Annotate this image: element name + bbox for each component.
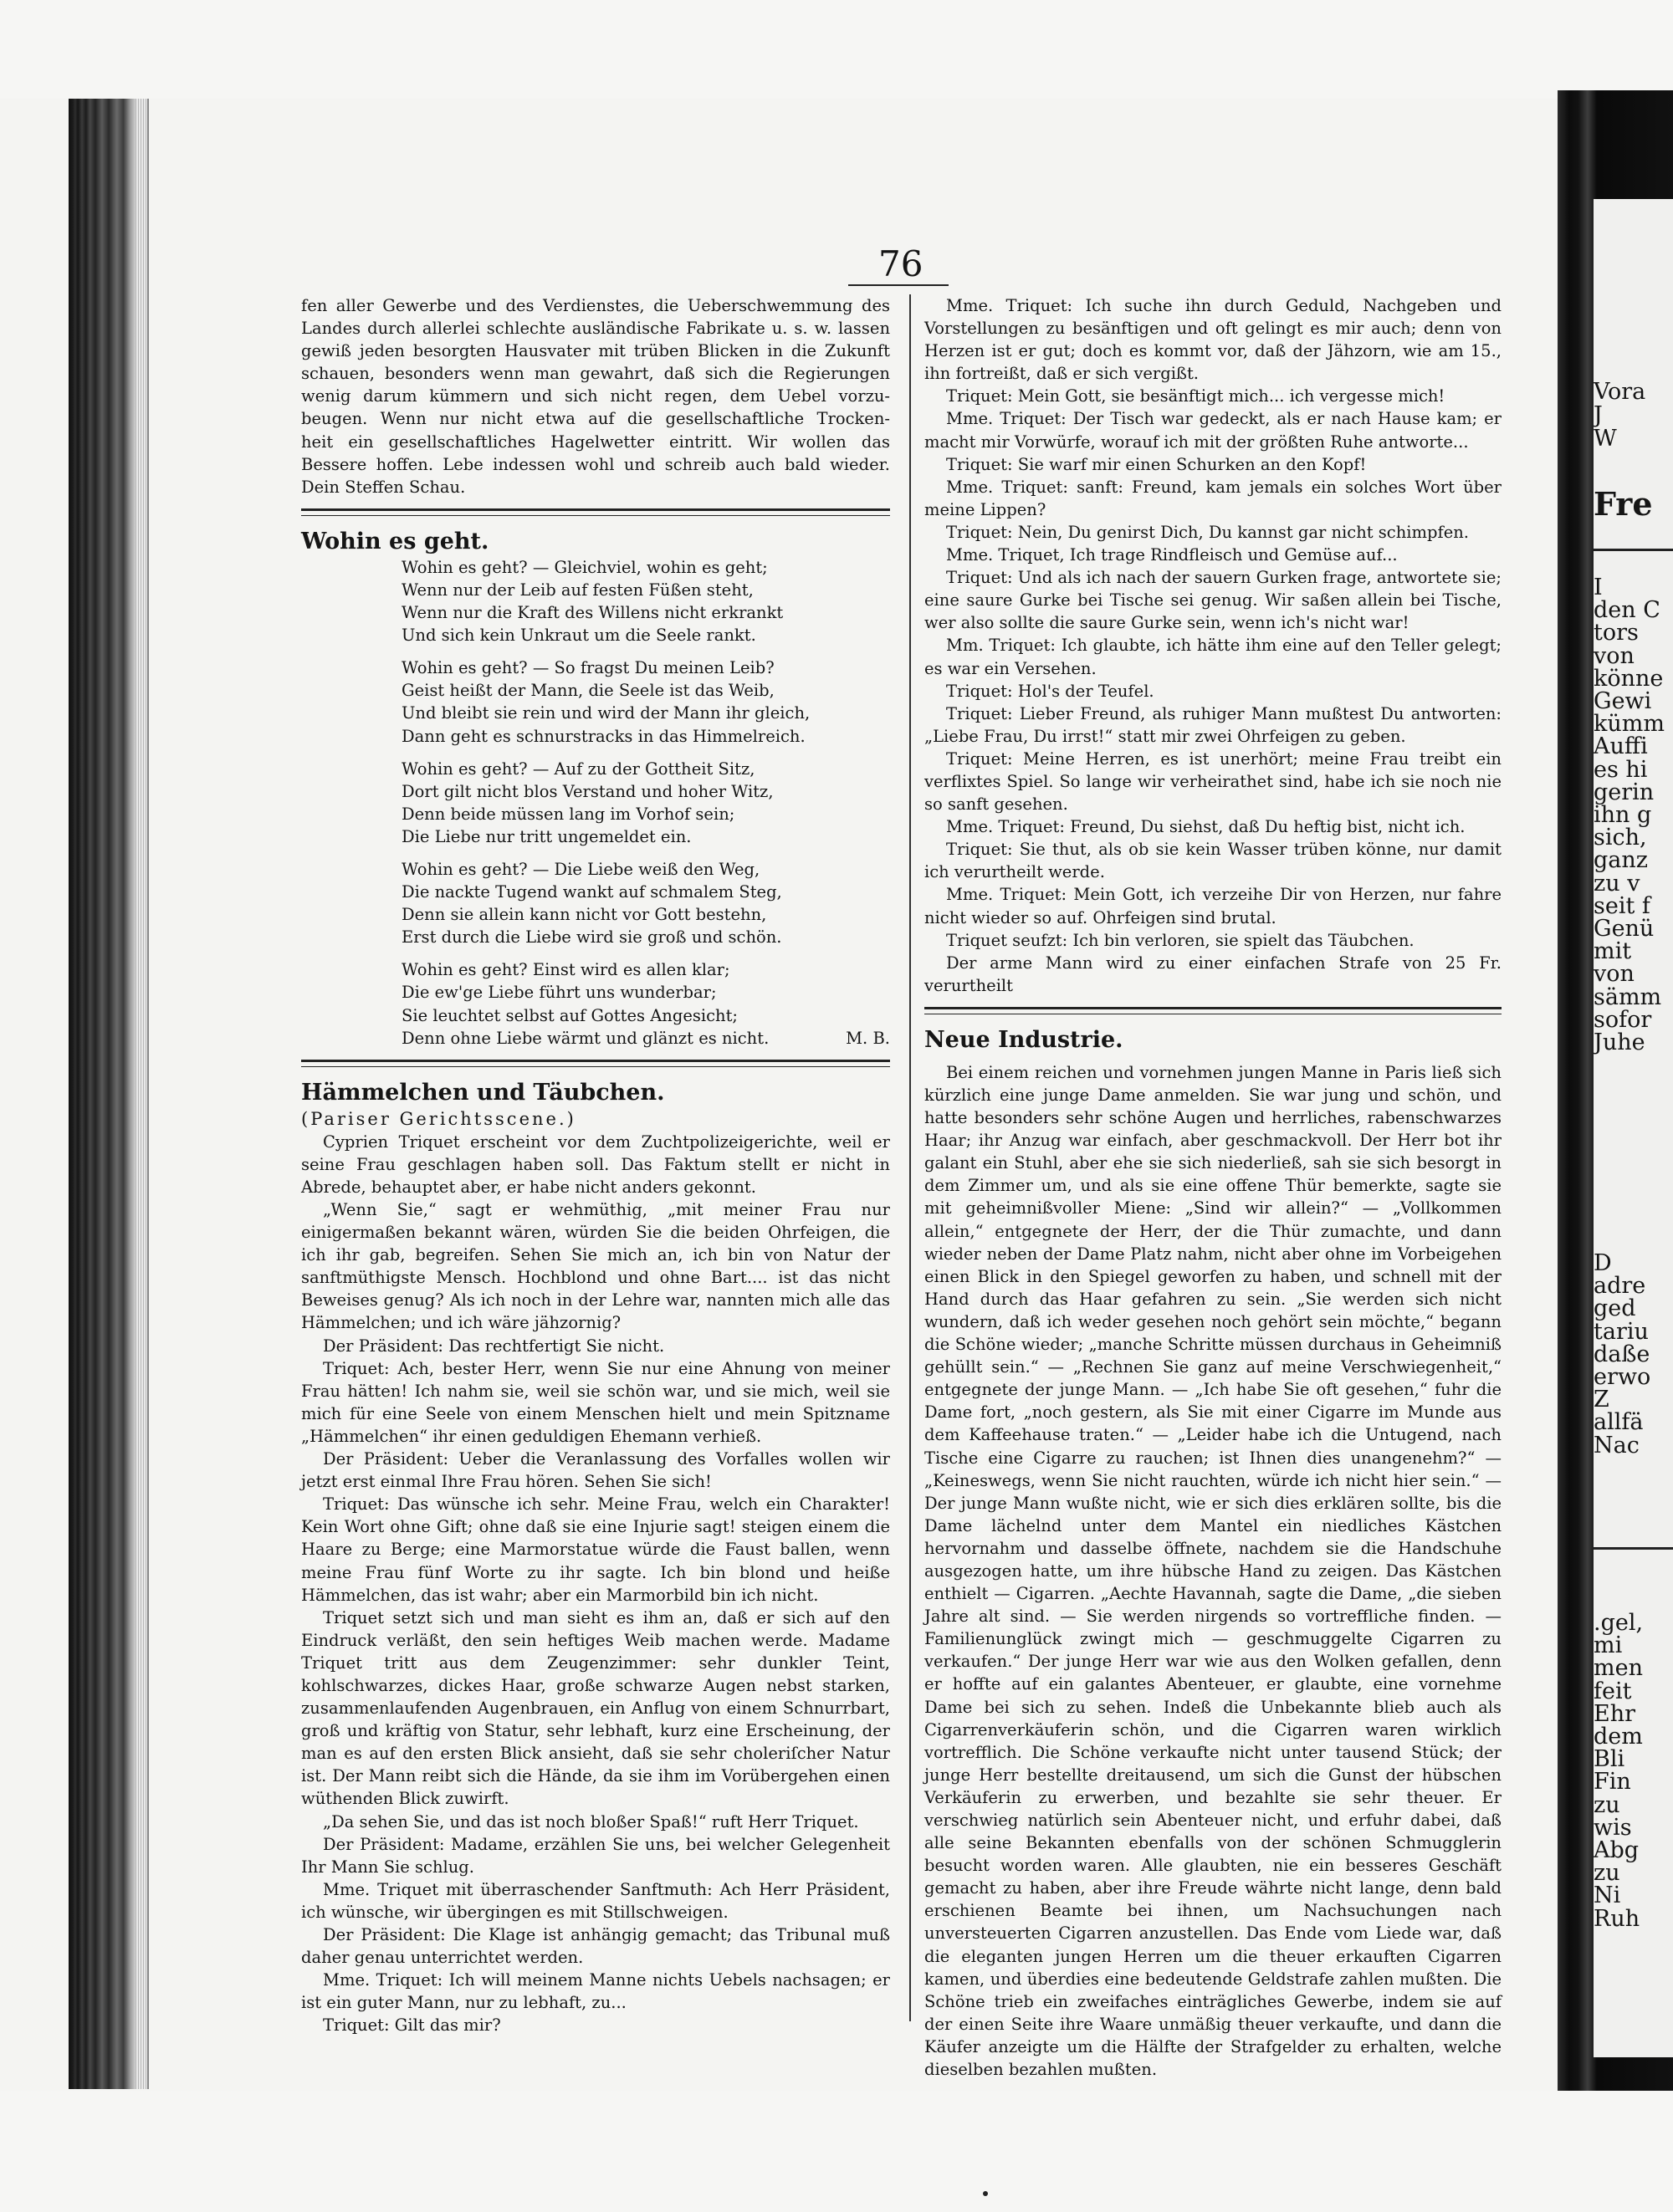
poem-stanza bbox=[402, 656, 890, 747]
intro-line: fen aller Gewerbe und des Verdienstes, die Ueberschwemmung des bbox=[301, 296, 890, 315]
adjacent-fragment: mit bbox=[1594, 938, 1632, 965]
adjacent-fragment: Ehr bbox=[1594, 1700, 1636, 1727]
adjacent-fragment: feit bbox=[1594, 1678, 1632, 1704]
story-paragraph: Mme. Triquet: Der Tisch war gedeckt, als er nach Hause kam; er macht mir Vorwürfe, worauf ich mit der größten Ruhe antworte... bbox=[924, 409, 1502, 452]
poem-title: Wohin es geht. bbox=[301, 528, 489, 554]
story-paragraph: Mme. Triquet, Ich trage Rindfleisch und Gemüse auf... bbox=[946, 545, 1398, 565]
adjacent-fragment: adre bbox=[1594, 1273, 1646, 1300]
story-paragraph: Mme. Triquet: Ich will meinem Manne nichts Uebels nachsagen; er ist ein guter Mann, nur zu lebhaft, zu... bbox=[301, 1970, 890, 2013]
adjacent-header: Fre bbox=[1594, 485, 1653, 523]
adjacent-fragment: sofor bbox=[1594, 1006, 1652, 1033]
story-paragraph: Triquet: Mein Gott, sie besänftigt mich... ich vergesse mich! bbox=[946, 386, 1445, 406]
poem-initials: M. B. bbox=[846, 1028, 890, 1048]
adjacent-fragment: es hi bbox=[1594, 756, 1648, 783]
adjacent-fragment: I bbox=[1594, 575, 1603, 600]
page-edges bbox=[136, 99, 147, 2089]
poem-line: Wohin es geht? — Auf zu der Gottheit Sitz, bbox=[402, 759, 755, 779]
scan-top-margin bbox=[0, 0, 1673, 99]
adjacent-fragment: Vora bbox=[1594, 379, 1646, 405]
story-paragraph: Der Präsident: Ueber die Veranlassung des Vorfalles wollen wir jetzt erst einmal Ihre Frau hören. Sehen Sie sich! bbox=[301, 1449, 890, 1492]
story-paragraph: Mm. Triquet: Ich glaubte, ich hätte ihm eine auf den Teller gelegt; es war ein Versehen. bbox=[924, 636, 1502, 678]
poem-line: Wohin es geht? Einst wird es allen klar; bbox=[402, 960, 730, 980]
poem-line: Und sich kein Unkraut um die Seele rankt. bbox=[402, 626, 756, 646]
poem-line: Geist heißt der Mann, die Seele ist das Weib, bbox=[402, 681, 775, 701]
story-paragraph: Triquet: Meine Herren, es ist unerhört; meine Frau treibt ein verflixtes Spiel. So lange wir verheirathet sind, habe ich sie noch nie so sanft gesehen. bbox=[924, 748, 1502, 815]
left-column bbox=[301, 294, 890, 2036]
scan-mark bbox=[983, 2191, 988, 2196]
poem-line-row bbox=[402, 1027, 890, 1050]
adjacent-fragment: tariu bbox=[1594, 1318, 1649, 1345]
adjacent-fragment: Z bbox=[1594, 1387, 1609, 1413]
adjacent-fragment: Abg bbox=[1594, 1837, 1640, 1863]
adjacent-fragment: ihn g bbox=[1594, 802, 1652, 828]
right-column bbox=[924, 294, 1502, 2081]
poem bbox=[301, 556, 890, 1050]
poem-line: Wenn nur die Kraft des Willens nicht erkrankt bbox=[402, 603, 784, 623]
poem-stanza bbox=[402, 758, 890, 848]
poem-line: Denn beide müssen lang im Vorhof sein; bbox=[402, 804, 735, 824]
story-paragraph: „Wenn Sie,“ sagt er wehmüthig, „mit meiner Frau nur einigermaßen bekannt wären, würden Sie die beiden Ohrfeigen, die ich ihr gab, begreifen. Sehen Sie mich an, ich bin von Natur der sanftmüthigste Mensch. Hochblond und ohne Bart.... ist das nicht Beweises genug? Als ich noch in der Lehre war, nannten mich alle das Hämmelchen; und ich wäre jähzornig? bbox=[301, 1200, 890, 1333]
adjacent-fragment: Auffi bbox=[1594, 733, 1648, 760]
adjacent-rule bbox=[1594, 1547, 1673, 1550]
story-paragraph: Triquet: Hol's der Teufel. bbox=[946, 681, 1154, 701]
adjacent-fragment: tors bbox=[1594, 620, 1639, 646]
section-rule bbox=[924, 1007, 1502, 1014]
adjacent-fragment: dem bbox=[1594, 1724, 1643, 1750]
poem-stanza bbox=[402, 556, 890, 646]
story-right-text bbox=[924, 294, 1502, 997]
story-paragraph: Der Präsident: Das rechtfertigt Sie nicht. bbox=[323, 1336, 665, 1356]
story-paragraph: Mme. Triquet: Mein Gott, ich verzeihe Dir von Herzen, nur fahre nicht wieder so auf. Ohrfeigen sind brutal. bbox=[924, 885, 1502, 927]
adjacent-fragment: Juhe bbox=[1594, 1029, 1645, 1055]
adjacent-fragment: mi bbox=[1594, 1632, 1623, 1659]
intro-line: Landes durch allerlei schlechte ausländische Fabrikate u. s. w. lassen bbox=[301, 319, 890, 339]
story-paragraph: Triquet: Ach, bester Herr, wenn Sie nur eine Ahnung von meiner Frau hätten! Ich nahm sie, weil sie schön war, und sie mich, weil sie mich für eine Seele von einem Menschen hielt und mein Spitzname „Hämmelchen“ ihr einen geduldigen Ehemann verhieß. bbox=[301, 1358, 890, 1446]
adjacent-fragment: zu bbox=[1594, 1791, 1620, 1818]
article-title: Neue Industrie. bbox=[924, 1026, 1123, 1053]
story-paragraph: Triquet: Gilt das mir? bbox=[323, 2015, 501, 2036]
story-paragraph: Mme. Triquet: sanft: Freund, kam jemals ein solches Wort über meine Lippen? bbox=[924, 477, 1502, 519]
intro-line: beugen. Wenn nur nicht etwa auf die gesellschaftliche Trocken- bbox=[301, 409, 890, 429]
page-border bbox=[147, 99, 149, 2089]
scan-bottom-margin bbox=[0, 2091, 1673, 2212]
adjacent-fragment: wis bbox=[1594, 1814, 1632, 1841]
story-paragraph: Triquet: Nein, Du genirst Dich, Du kannst gar nicht schimpfen. bbox=[946, 522, 1470, 542]
adjacent-fragment: sich, bbox=[1594, 825, 1647, 851]
adjacent-fragment: ganz bbox=[1594, 847, 1648, 874]
adjacent-fragment: gerin bbox=[1594, 779, 1655, 805]
story-paragraph: Triquet: Lieber Freund, als ruhiger Mann mußtest Du antworten: „Liebe Frau, Du irrst!“ statt mir zwei Ohrfeigen zu geben. bbox=[924, 703, 1502, 746]
adjacent-fragment: seit f bbox=[1594, 892, 1650, 919]
adjacent-fragment: Ni bbox=[1594, 1882, 1621, 1909]
adjacent-fragment: von bbox=[1594, 961, 1635, 988]
adjacent-fragment: erwo bbox=[1594, 1364, 1651, 1390]
intro-line: Bessere hoffen. Lebe indessen wohl und schreib auch bald wieder. bbox=[301, 454, 890, 474]
adjacent-fragment: könne bbox=[1594, 665, 1664, 692]
letter-signature: Dein Steffen Schau. bbox=[301, 477, 466, 497]
adjacent-rule bbox=[1594, 549, 1673, 551]
story-paragraph: „Da sehen Sie, und das ist noch bloßer Spaß!“ ruft Herr Triquet. bbox=[323, 1811, 859, 1831]
adjacent-fragment: zu bbox=[1594, 1860, 1620, 1887]
poem-line: Wenn nur der Leib auf festen Füßen steht, bbox=[402, 580, 754, 600]
adjacent-fragment: kümm bbox=[1594, 711, 1665, 738]
section-rule bbox=[301, 1060, 890, 1067]
story-left-text bbox=[301, 1131, 890, 2037]
intro-line: wenig darum kümmern und sich nicht regen, dem Uebel vorzu- bbox=[301, 386, 890, 406]
adjacent-fragment: Genü bbox=[1594, 916, 1655, 942]
adjacent-fragment: von bbox=[1594, 642, 1635, 669]
intro-paragraph bbox=[301, 294, 890, 476]
adjacent-fragment: zu v bbox=[1594, 870, 1640, 897]
book-spine bbox=[69, 99, 136, 2089]
story-subtitle: (Pariser Gerichtsscene.) bbox=[301, 1108, 576, 1129]
poem-line: Sie leuchtet selbst auf Gottes Angesicht; bbox=[402, 1005, 738, 1025]
section-rule bbox=[301, 508, 890, 516]
adjacent-fragment: Fin bbox=[1594, 1769, 1631, 1796]
story-paragraph: Der Präsident: Madame, erzählen Sie uns, bei welcher Gelegenheit Ihr Mann Sie schlug. bbox=[301, 1834, 890, 1877]
adjacent-fragment: den C bbox=[1594, 597, 1660, 624]
story-paragraph: Triquet: Und als ich nach der sauern Gurken frage, antwortete sie; eine saure Gurke bei Tische sei genug. Wir saßen allein bei Tische, wer also sollte die saure Gurke sein, wenn ich's nicht war! bbox=[924, 568, 1502, 633]
poem-line: Und bleibt sie rein und wird der Mann ihr gleich, bbox=[402, 703, 811, 723]
story-paragraph: Triquet: Das wünsche ich sehr. Meine Frau, welch ein Charakter! Kein Wort ohne Gift; ohne daß sie eine Injurie sagt! steigen einem die Haare zu Berge; eine Marmorstatue würde die Faust ballen, wenn meine Frau fünf Worte zu ihr sagte. Ich bin blond und heiße Hämmelchen, das ist wahr; aber ein Marmorbild bin ich nicht. bbox=[301, 1494, 890, 1605]
poem-line: Wohin es geht? — Die Liebe weiß den Weg, bbox=[402, 859, 760, 879]
adjacent-fragment: Ruh bbox=[1594, 1905, 1640, 1932]
adjacent-fragment: D bbox=[1594, 1250, 1612, 1276]
adjacent-fragment: .gel, bbox=[1594, 1610, 1644, 1636]
column-divider bbox=[909, 294, 911, 2021]
intro-line: gewiß jeden besorgten Hausvater mit trüben Blicken in die Zukunft bbox=[301, 341, 890, 361]
article-paragraph: Bei einem reichen und vornehmen jungen Manne in Paris ließ sich kürzlich eine junge Dame anmelden. Sie war jung und schön, und hatte besonders sehr schöne Augen und herrliches, rabenschwarzes Haar; ihr Anzug war einfach, aber geschmackvoll. Der Herr bot ihr galant ein Stuhl, aber ehe sie sich niederließ, sah sie sich besorgt in dem Zimmer um, und als sie eine offene Thür bemerkte, sagte sie mit geheimnißvoller Miene: „Sind wir allein?“ — „Vollkommen allein,“ entgegnete der Herr, der die Thür zumachte, und dann wieder neben der Dame Platz nahm, nicht aber ohne im Vorbeigehen einen Blick in den Spiegel geworfen zu haben, und schnell mit der Hand durch das Haar gefahren zu sein. „Sie werden sich nicht wundern, daß ich weder gesehen noch gehört sein möchte,“ begann die Schöne wieder; „manche Schritte müssen durchaus in Geheimniß gehüllt sein.“ — „Rechnen Sie ganz auf meine Verschwiegenheit,“ entgegnete der junge Mann. — „Ich habe Sie oft gesehen,“ fuhr die Dame fort, „noch gestern, als Sie mit einer Cigarre im Munde aus dem Kaffeehause traten.“ — „Leider habe ich die Untugend, nach Tische eine Cigarre zu rauchen; ist Ihnen dies unangenehm?“ — „Keineswegs, wenn Sie nicht rauchten, würde ich nicht hier sein.“ — Der junge Mann wußte nicht, wie er sich dies erklären sollte, bis die Dame lächelnd unter dem Mantel ein niedliches Kästchen hervornahm und dasselbe öffnete, nachdem sie die Handschuhe ausgezogen hatte, um ihre hübsche Hand zu zeigen. Das Kästchen enthielt — Cigarren. „Aechte Havannah, sagte die Dame, „die sieben Jahre alt sind. — Sie werden nirgends so vortreffliche finden. — Familienunglück zwingt mich — geschmuggelte Cigarren zu verkaufen.“ Der junge Herr war wie aus den Wolken gefallen, denn er hoffte auf ein galantes Abenteuer, er glaubte, eine vornehme Dame bei sich zu sehen. Indeß die Unbekannte blieb auch als Cigarrenverkäuferin schön, und die Cigarren waren wirklich vortrefflich. Die Schöne verkaufte nicht unter tausend Stück; der junge Herr bestellte dreitausend, um sich die Gunst der hübschen Verkäuferin zu erwerben, und bezahlte sie sehr theuer. Er verschwieg natürlich sein Abenteuer nicht, und erfuhr dabei, daß alle seine Bekannten ebenfalls von der schönen Schmugglerin besucht worden waren. Alle glaubten, nie ein besseres Geschäft gemacht zu haben, aber ihre Freude währte nicht lange, denn bald erschienen Beamte bei ihnen, um Nachsuchungen nach unversteuerten Cigarren anzustellen. Das Ende vom Liede war, daß die eleganten jungen Herren um die theuer erkauften Cigarren kamen, und überdies eine bedeutende Geldstrafe zahlen mußten. Die Schöne trieb ein zweifaches einträgliches Gewerbe, indem sie auf der einen Seite ihre Waare unmäßig theuer verkaufte, und dann die Käufer anzeigte um die Hälfte der Strafgelder zu erhalten, welche dieselben bezahlen mußten. bbox=[924, 1062, 1502, 2080]
story-paragraph: Mme. Triquet mit überraschender Sanftmuth: Ach Herr Präsident, ich wünsche, wir übergingen es mit Stillschweigen. bbox=[301, 1879, 890, 1922]
intro-line: heit ein gesellschaftliches Hagelwetter eintritt. Wir wollen das bbox=[301, 432, 890, 452]
poem-stanza bbox=[402, 858, 890, 948]
poem-line: Die nackte Tugend wankt auf schmalem Steg, bbox=[402, 882, 782, 902]
poem-line: Denn sie allein kann nicht vor Gott bestehn, bbox=[402, 905, 767, 925]
page-number: 76 bbox=[878, 243, 923, 284]
story-title: Hämmelchen und Täubchen. bbox=[301, 1079, 665, 1106]
poem-line: Denn ohne Liebe wärmt und glänzt es nicht. bbox=[402, 1028, 770, 1048]
story-paragraph: Mme. Triquet: Ich suche ihn durch Geduld, Nachgeben und Vorstellungen zu besänftigen und oft gelingt es mir auch; denn von Herzen ist er gut; doch es kommt vor, daß der Jähzorn, wie am 15., ihn fortreißt, daß er sich vergißt. bbox=[924, 296, 1502, 384]
story-paragraph: Triquet: Sie warf mir einen Schurken an den Kopf! bbox=[946, 454, 1367, 474]
poem-line: Dann geht es schnurstracks in das Himmelreich. bbox=[402, 726, 806, 746]
adjacent-fragment: W bbox=[1594, 426, 1617, 452]
adjacent-fragment: Gewi bbox=[1594, 688, 1652, 714]
poem-line: Die ew'ge Liebe führt uns wunderbar; bbox=[402, 983, 717, 1003]
adjacent-fragment: men bbox=[1594, 1655, 1643, 1682]
story-paragraph: Mme. Triquet: Freund, Du siehst, daß Du heftig bist, nicht ich. bbox=[946, 817, 1466, 837]
adjacent-fragment: Bli bbox=[1594, 1746, 1625, 1773]
adjacent-page bbox=[1594, 199, 1673, 2057]
story-paragraph: Der Präsident: Die Klage ist anhängig gemacht; das Tribunal muß daher genau unterrichtet werden. bbox=[301, 1925, 890, 1968]
poem-line: Wohin es geht? — Gleichviel, wohin es geht; bbox=[402, 557, 768, 577]
poem-line: Erst durch die Liebe wird sie groß und schön. bbox=[402, 927, 782, 948]
poem-stanza bbox=[402, 958, 890, 1049]
poem-line: Dort gilt nicht blos Verstand und hoher Witz, bbox=[402, 781, 774, 801]
story-paragraph: Triquet setzt sich und man sieht es ihm an, daß er sich auf den Eindruck verläßt, den sein heftiges Weib machen werde. Madame Triquet tritt aus dem Zeugenzimmer: sehr dunkler Teint, kohlschwarzes, dickes Haar, große schwarze Augen nebst starken, zusammenlaufenden Augenbrauen, ein Anflug von einem Schnurrbart, groß und kräftig von Statur, sehr lebhaft, kurz eine Erscheinung, der man es auf den ersten Blick ansieht, daß sie sehr choleriſcher Natur ist. Der Mann reibt sich die Hände, da sie ihm im Vorübergehen einen wüthenden Blick zuwirft. bbox=[301, 1607, 890, 1809]
story-paragraph: Triquet seufzt: Ich bin verloren, sie spielt das Täubchen. bbox=[946, 930, 1415, 950]
page-number-rule bbox=[848, 284, 949, 286]
adjacent-fragment: sämm bbox=[1594, 983, 1662, 1010]
story-paragraph: Der arme Mann wird zu einer einfachen Strafe von 25 Fr. verurtheilt bbox=[924, 953, 1502, 995]
story-paragraph: Cyprien Triquet erscheint vor dem Zuchtpolizeigerichte, weil er seine Frau geschlagen haben soll. Das Faktum stellt er nicht in Abrede, behauptet aber, er habe nicht anders gekonnt. bbox=[301, 1132, 890, 1197]
adjacent-fragment: Nac bbox=[1594, 1432, 1640, 1458]
adjacent-fragment: J bbox=[1594, 402, 1603, 428]
story-paragraph: Triquet: Sie thut, als ob sie kein Wasser trüben könne, nur damit ich verurtheilt werde. bbox=[924, 840, 1502, 882]
poem-line: Die Liebe nur tritt ungemeldet ein. bbox=[402, 826, 692, 846]
poem-line: Wohin es geht? — So fragst Du meinen Leib? bbox=[402, 658, 775, 678]
adjacent-fragment: allfä bbox=[1594, 1409, 1644, 1436]
intro-line: schauen, besonders wenn man gewahrt, daß sich die Regierungen bbox=[301, 364, 890, 384]
adjacent-fragment: daße bbox=[1594, 1341, 1650, 1367]
adjacent-fragment: ged bbox=[1594, 1295, 1636, 1322]
